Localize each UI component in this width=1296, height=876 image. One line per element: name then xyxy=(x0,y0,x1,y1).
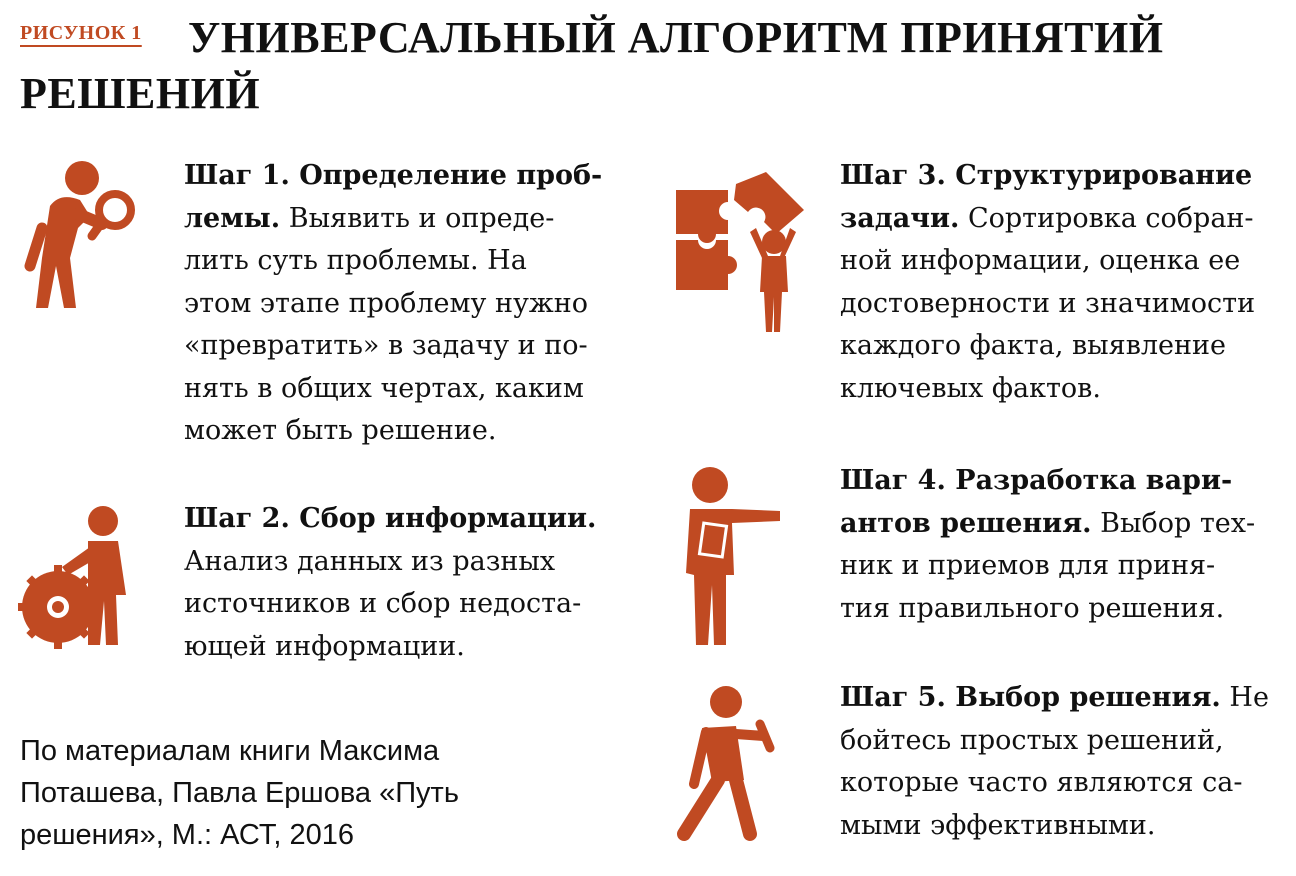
puzzle-person-icon xyxy=(676,172,811,337)
step-4: Шаг 4. Разработка вари- антов решения. Выбор тех- ник и приемов для приня- тия правильного решения. xyxy=(840,465,1256,624)
source-line: По материалам книги Максима xyxy=(20,735,440,767)
figure-label: РИСУНОК 1 xyxy=(20,22,142,44)
step-5: Шаг 5. Выбор решения. Не бойтесь простых решений, которые часто являются са- мыми эффективными. xyxy=(840,682,1269,841)
page-title-line-1: УНИВЕРСАЛЬНЫЙ АЛГОРИТМ ПРИНЯТИЙ xyxy=(188,13,1164,62)
step-1: Шаг 1. Определение проб- лемы. Выявить и опреде- лить суть проблемы. На этом этапе проблему нужно «превратить» в задачу и по- нять в общих чертах, каким может быть решение. xyxy=(184,160,603,446)
source-line: решения», М.: АСТ, 2016 xyxy=(20,819,354,851)
step-2: Шаг 2. Сбор информации. Анализ данных из разных источников и сбор недоста- ющей информации. xyxy=(184,503,597,662)
person-magnifier-icon xyxy=(20,158,140,318)
person-gear-icon xyxy=(18,505,148,655)
person-pointing-icon xyxy=(680,465,790,650)
source-line: Поташева, Павла Ершова «Путь xyxy=(20,777,459,809)
page-title-line-2: РЕШЕНИЙ xyxy=(20,69,261,118)
source-note xyxy=(20,730,459,856)
person-walking-icon xyxy=(674,684,784,849)
step-3: Шаг 3. Структурирование задачи. Сортировка собран- ной информации, оценка ее достоверности и значимости каждого факта, выявление ключевых фактов. xyxy=(840,160,1256,404)
